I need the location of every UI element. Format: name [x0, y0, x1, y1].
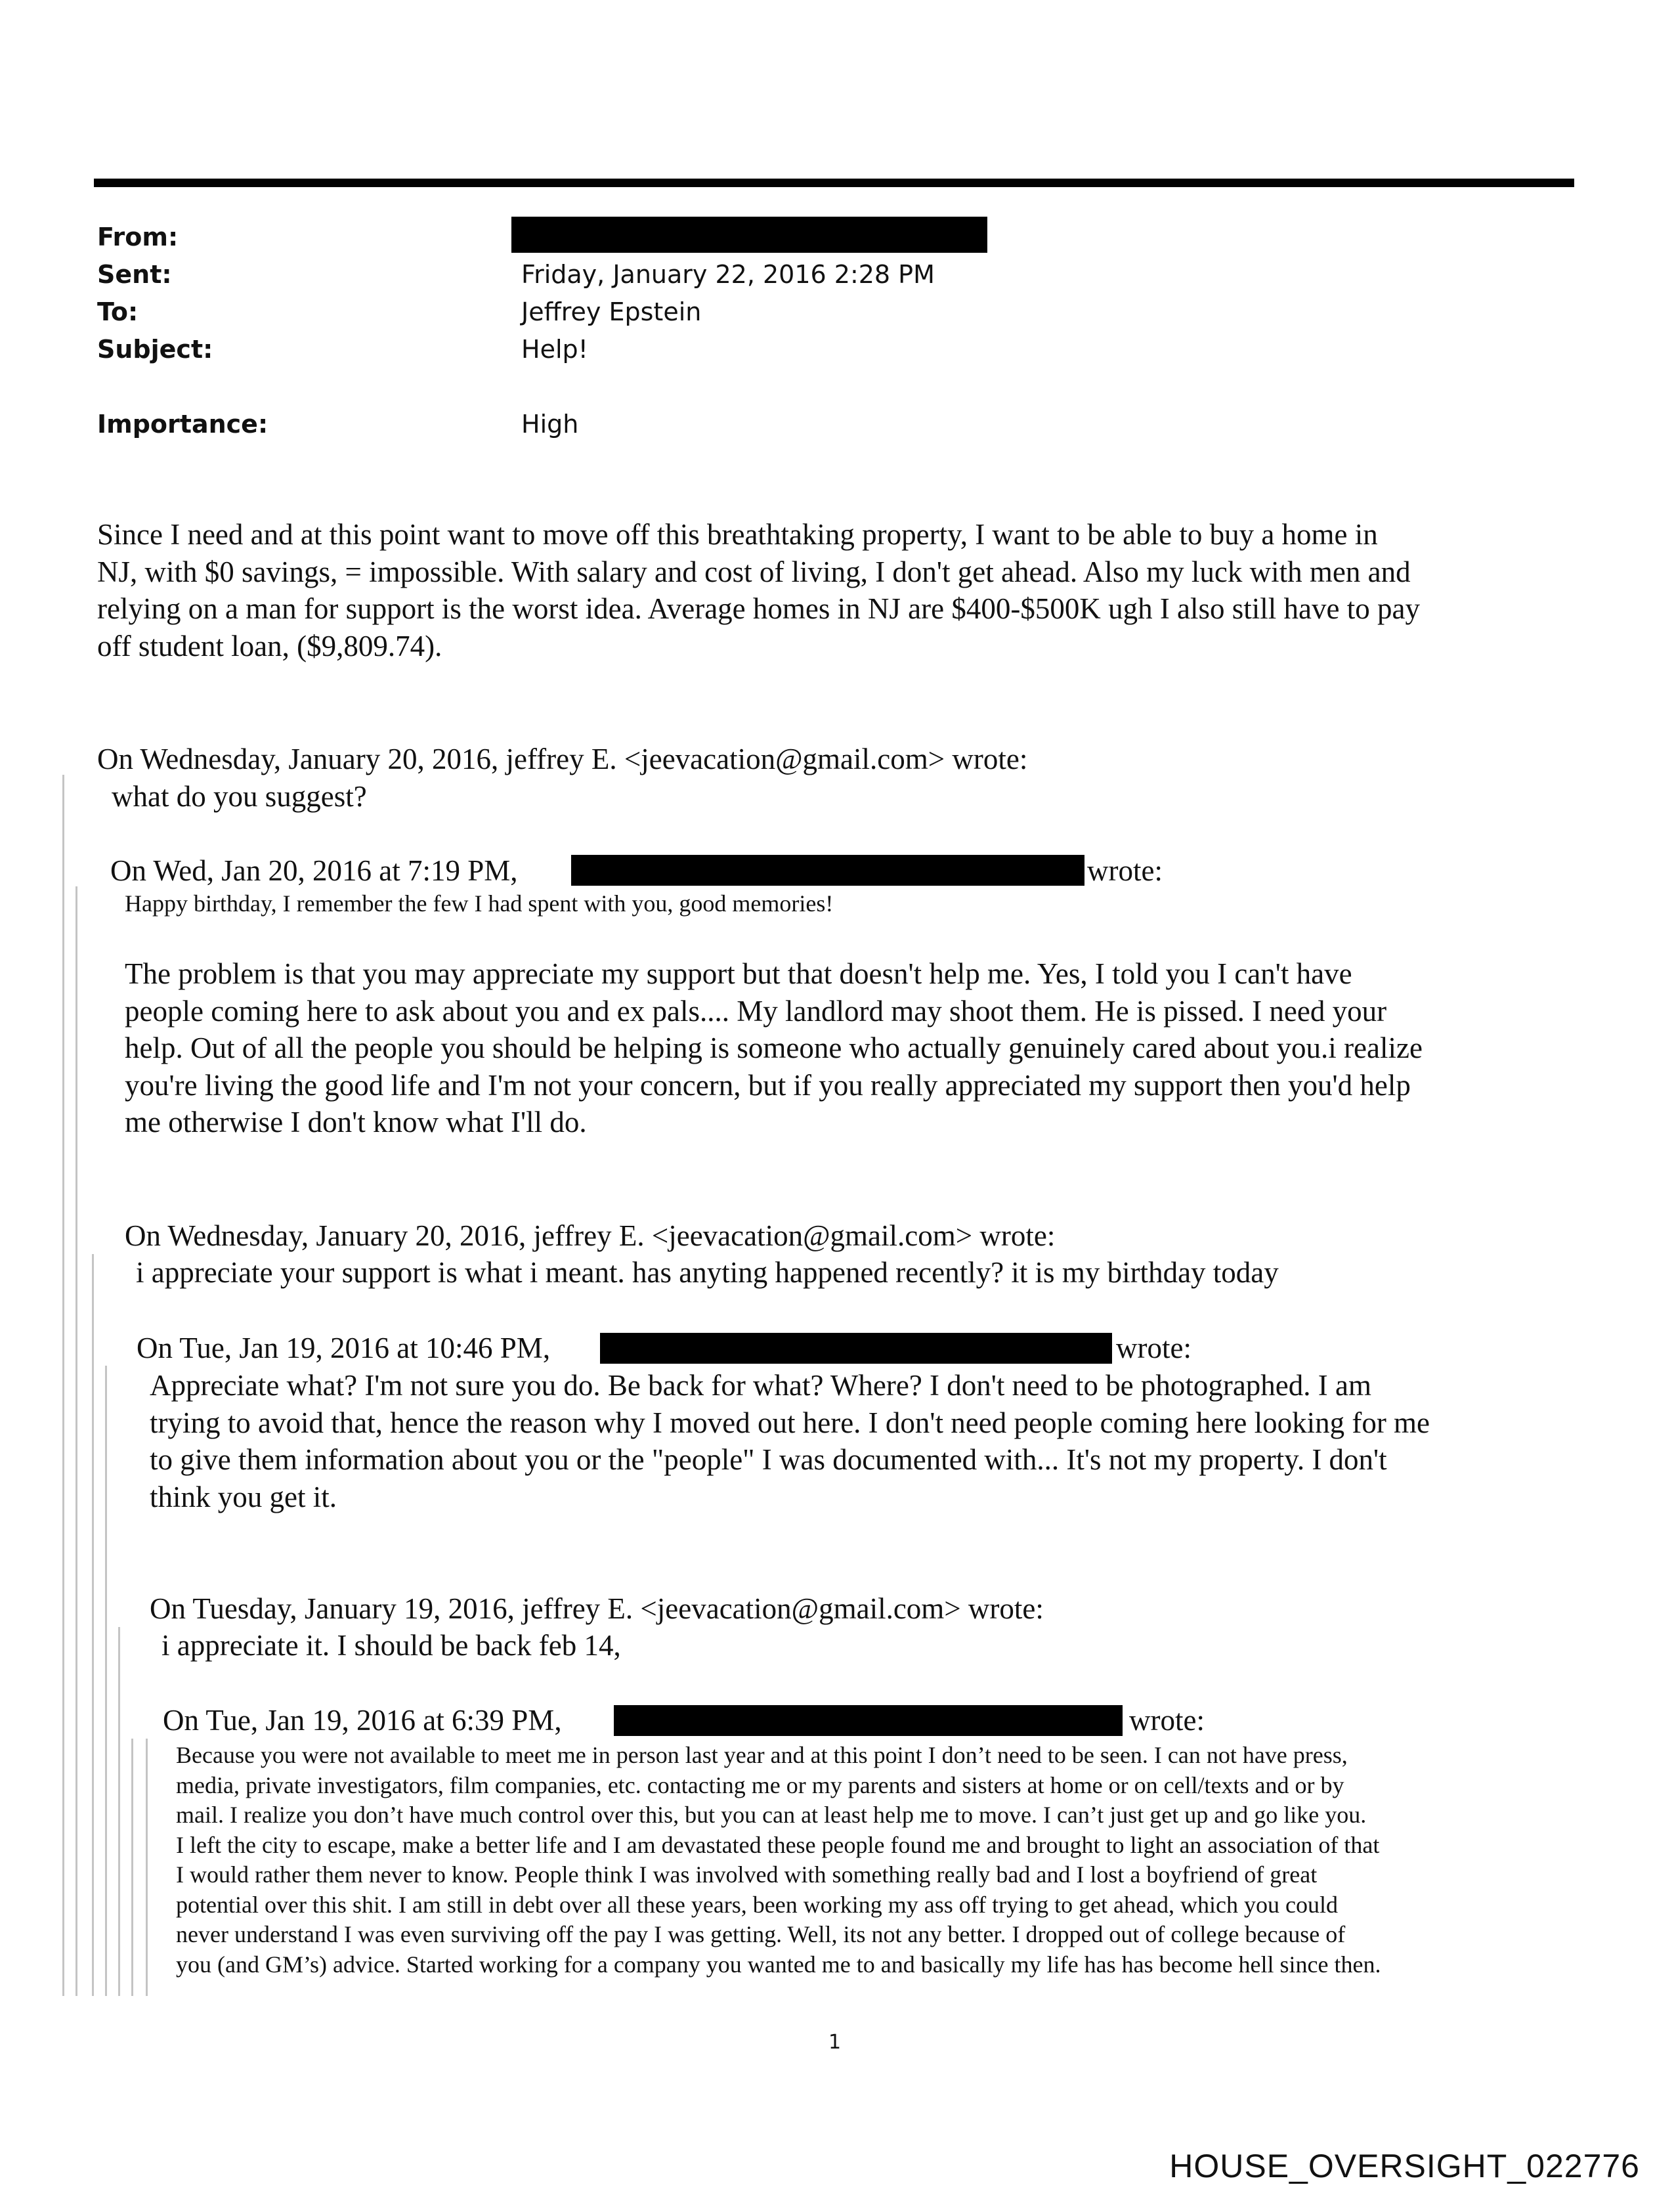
quote-text: i appreciate your support is what i meant. has anyting happened recently? it is my birthday today — [136, 1256, 1279, 1289]
importance-value: High — [521, 410, 579, 439]
quote-bar — [131, 1739, 133, 1996]
subject-label: Subject: — [97, 335, 213, 364]
quote-bar — [118, 1627, 120, 1996]
redaction-block — [614, 1705, 1123, 1736]
bates-number: HOUSE_OVERSIGHT_022776 — [1169, 2148, 1640, 2184]
header-rule — [94, 179, 1574, 187]
redaction-block — [571, 855, 1084, 886]
quote-message — [150, 1367, 1430, 1515]
quote-text: Happy birthday, I remember the few I had spent with you, good memories! — [125, 890, 834, 917]
body-line: Appreciate what? I'm not sure you do. Be back for what? Where? I don't need to be photographed. I am — [150, 1369, 1371, 1402]
body-line: mail. I realize you don’t have much control over this, but you can at least help me to move. I can’t just get up and go like you. — [176, 1802, 1367, 1828]
body-line: trying to avoid that, hence the reason why I moved out here. I don't need people coming here looking for me — [150, 1406, 1430, 1439]
sent-value: Friday, January 22, 2016 2:28 PM — [521, 260, 935, 289]
main-message — [97, 516, 1420, 664]
body-line: media, private investigators, film companies, etc. contacting me or my parents and sisters at home or on cell/texts and or by — [176, 1771, 1344, 1798]
body-line: to give them information about you or the "people" I was documented with... It's not my property. I don't — [150, 1443, 1387, 1476]
sent-label: Sent: — [97, 260, 172, 289]
body-line: Since I need and at this point want to move off this breathtaking property, I want to be able to buy a home in — [97, 518, 1378, 551]
importance-label: Importance: — [97, 410, 268, 439]
quote-header: On Tue, Jan 19, 2016 at 10:46 PM, — [137, 1332, 551, 1364]
from-label: From: — [97, 223, 179, 251]
quote-bar — [146, 1739, 148, 1996]
body-line: relying on a man for support is the worst idea. Average homes in NJ are $400-$500K ugh I also still have to pay — [97, 592, 1420, 625]
body-line: I would rather them never to know. People think I was involved with something really bad and I lost a boyfriend of great — [176, 1861, 1318, 1888]
quote-message — [176, 1741, 1381, 1980]
to-value: Jeffrey Epstein — [521, 297, 702, 326]
quote-header: On Wednesday, January 20, 2016, jeffrey E. <jeevacation@gmail.com> wrote: — [125, 1219, 1056, 1252]
quote-message — [125, 955, 1423, 1141]
page-number: 1 — [828, 2031, 842, 2054]
quote-text: i appreciate it. I should be back feb 14, — [161, 1629, 621, 1662]
to-label: To: — [97, 297, 139, 326]
body-line: off student loan, ($9,809.74). — [97, 629, 442, 662]
quote-header: On Tue, Jan 19, 2016 at 6:39 PM, — [163, 1704, 562, 1737]
quote-header-wrote: wrote: — [1087, 854, 1163, 887]
body-line: you're living the good life and I'm not your concern, but if you really appreciated my support then you'd help — [125, 1068, 1411, 1102]
body-line: never understand I was even surviving off the pay I was getting. Well, its not any better. I dropped out of college because of — [176, 1921, 1346, 1947]
body-line: me otherwise I don't know what I'll do. — [125, 1106, 587, 1139]
quote-header-wrote: wrote: — [1129, 1704, 1205, 1737]
quote-header: On Wed, Jan 20, 2016 at 7:19 PM, — [110, 854, 518, 887]
redaction-block — [511, 217, 987, 253]
quote-header-wrote: wrote: — [1116, 1332, 1191, 1364]
quote-bar — [62, 775, 64, 1996]
quote-header: On Wednesday, January 20, 2016, jeffrey E. <jeevacation@gmail.com> wrote: — [97, 743, 1028, 775]
body-line: Because you were not available to meet me in person last year and at this point I don’t need to be seen. I can not have press, — [176, 1742, 1348, 1768]
subject-value: Help! — [521, 335, 588, 364]
body-line: people coming here to ask about you and ex pals.... My landlord may shoot them. He is pissed. I need your — [125, 994, 1387, 1028]
body-line: think you get it. — [150, 1480, 337, 1513]
body-line: I left the city to escape, make a better life and I am devastated these people found me and brought to light an association of that — [176, 1831, 1380, 1858]
redaction-block — [600, 1333, 1112, 1364]
quote-bar — [92, 1254, 94, 1996]
quote-text: what do you suggest? — [112, 780, 367, 813]
quote-bar — [105, 1366, 107, 1996]
body-line: potential over this shit. I am still in debt over all these years, been working my ass off trying to get ahead, which you could — [176, 1891, 1338, 1918]
body-line: help. Out of all the people you should be helping is someone who actually genuinely cared about you.i realize — [125, 1031, 1423, 1064]
body-line: NJ, with $0 savings, = impossible. With salary and cost of living, I don't get ahead. Also my luck with men and — [97, 555, 1411, 588]
quote-bar — [75, 886, 77, 1996]
body-line: you (and GM’s) advice. Started working for a company you wanted me to and basically my life has has become hell since then. — [176, 1951, 1381, 1978]
quote-header: On Tuesday, January 19, 2016, jeffrey E. <jeevacation@gmail.com> wrote: — [150, 1592, 1044, 1625]
body-line: The problem is that you may appreciate my support but that doesn't help me. Yes, I told you I can't have — [125, 957, 1352, 990]
